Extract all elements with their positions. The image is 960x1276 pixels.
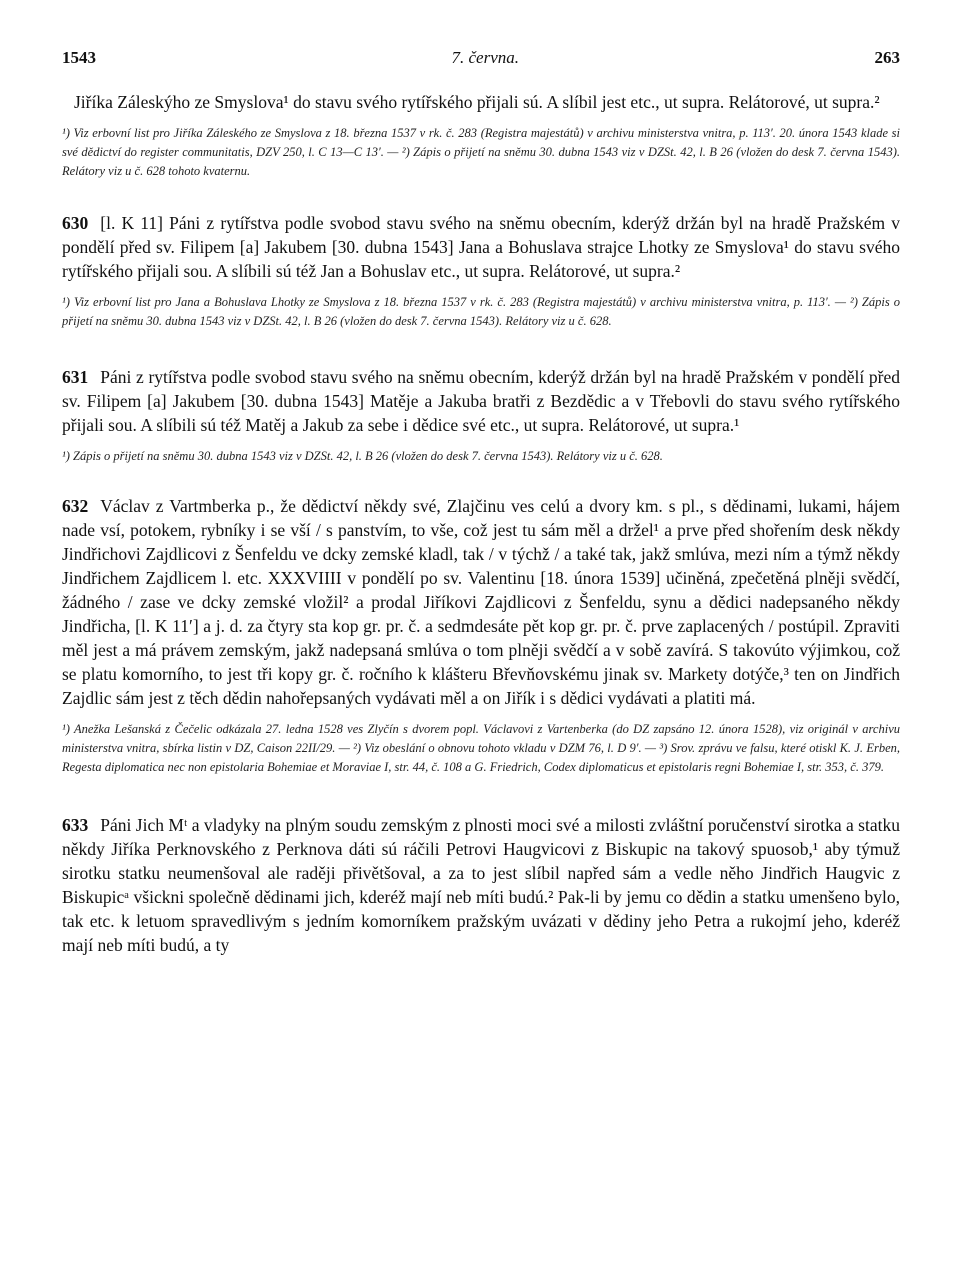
page-header <box>62 48 900 68</box>
header-date: 7. června. <box>451 48 519 67</box>
entry-text: Páni Jich Mᵗ a vladyky na plným soudu zemským z plnosti moci své a milosti zvláštní poručenství sirotka a statku někdy Jiříka Perknovského z Perknova dáti sú ráčili Petrovi Haugvicovi z Biskupic na takový spuosob,¹ aby týmuž sirotku statku neumenšoval ale raději přivětšoval, a za to jest slíbil napřed sám a vedle něho Jindřich Haugvic z Biskupicᵃ všickni společně dědinami jich, kderéž mají neb míti budú.² Pak-li by jemu co dědin a statku umenšeno bylo, tak etc. k letuom spravedlivým s jedním komorníkem pražským uvázati v dědiny jeho Petra a rukojmí jeho, kderéž mají neb míti budú, a ty <box>62 815 900 955</box>
entry-paragraph <box>62 90 900 114</box>
entry-paragraph <box>62 813 900 957</box>
entry-number: 630 <box>62 213 89 233</box>
entry-text: [l. K 11] Páni z rytířstva podle svobod stavu svého na sněmu obecním, kderýž držán byl na hradě Pražském v pondělí před sv. Filipem [a] Jakubem [30. dubna 1543] Jana a Bohuslava strajce Lhotky ze Smyslova¹ do stavu svého rytířského přijali sou. A slíbili sú též Jan a Bohuslav etc., ut supra. Relátorové, ut supra.² <box>62 213 900 281</box>
footnote: ¹) Viz erbovní list pro Jana a Bohuslava Lhotky ze Smyslova z 18. března 1537 v rk. č. 283 (Registra majestátů) v archivu ministerstva vnitra, p. 113′. — ²) Zápis o přijetí na sněmu 30. dubna 1543 viz v DZSt. 42, l. B 26 (vložen do desk 7. června 1543). Relátory viz u č. 628. <box>62 295 900 328</box>
entry-text: Páni z rytířstva podle svobod stavu svého na sněmu obecním, kderýž držán byl na hradě Pražském v pondělí před sv. Filipem [a] Jakubem [30. dubna 1543] Matěje a Jakuba bratři z Bezdědic a v Třebovli do stavu svého rytířského přijali sou. A slíbili sú též Matěj a Jakub za sebe i dědice své etc., ut supra. Relátorové, ut supra.¹ <box>62 367 900 435</box>
footnote: ¹) Zápis o přijetí na sněmu 30. dubna 1543 viz v DZSt. 42, l. B 26 (vložen do desk 7. června 1543). Relátory viz u č. 628. <box>62 449 663 463</box>
footnote: ¹) Viz erbovní list pro Jiříka Záleského ze Smyslova z 18. března 1537 v rk. č. 283 (Registra majestátů) v archivu ministerstva vnitra, p. 113′. 20. února 1543 klade si své dědictví do register communitatis, DZV 250, l. C 13—C 13′. — ²) Zápis o přijetí na sněmu 30. dubna 1543 viz v DZSt. 42, l. B 26 (vložen do desk 7. června 1543). Relátory viz u č. 628 tohoto kvaternu. <box>62 126 900 178</box>
entry-text: Jiříka Záleskýho ze Smyslova¹ do stavu svého rytířského přijali sú. A slíbil jest etc., ut supra. Relátorové, ut supra.² <box>74 92 880 112</box>
header-year: 1543 <box>62 48 96 67</box>
entry-number: 631 <box>62 367 89 387</box>
entry-number: 633 <box>62 815 89 835</box>
entry-paragraph <box>62 211 900 283</box>
entry-paragraph <box>62 365 900 437</box>
entry-number: 632 <box>62 496 89 516</box>
footnote: ¹) Anežka Lešanská z Čečelic odkázala 27. ledna 1528 ves Zlyčín s dvorem popl. Václavovi z Vartenberka (do DZ zapsáno 12. února 1528), viz originál v archivu ministerstva vnitra, sbírka listin v DZ, Caison 22II/29. — ²) Viz obeslání o obnovu tohoto vkladu v DZM 76, l. D 9′. — ³) Srov. zprávu ve falsu, které otiskl K. J. Erben, Regesta diplomatica nec non epistolaria Bohemiae et Moraviae I, str. 44, č. 108 a G. Friedrich, Codex diplomaticus et epistolaris regni Bohemiae I, str. 353, č. 379. <box>62 722 900 774</box>
entry-paragraph <box>62 494 900 710</box>
page-number: 263 <box>874 48 900 67</box>
entry-text: Václav z Vartmberka p., že dědictví někdy své, Zlajčinu ves celú a dvory km. s pl., s dědinami, lukami, hájem nade vsí, potokem, rybníky i se vší / s panstvím, to vše, což jest tu sám měl a držel¹ a prve před shořením desk někdy Jindřichovi Zajdlicovi z Šenfeldu ve dcky zemské kladl, tak / v týchž / a také tak, jakž smlúva, mezi ním a týmž někdy Jindřichem Zajdlicem l. etc. XXXVIIII v pondělí po sv. Valentinu [18. února 1539] učiněná, zpečetěná plněji svědčí, žádného / zase ve dcky zemské vložil² a prodal Jiříkovi Zajdlicovi z Šenfeldu, synu a dědici nadepsaného někdy Jindřicha, [l. K 11′] a j. d. za čtyry sta kop gr. pr. č. a sedmdesáte pět kop gr. pr. č. prve zaplacených / postúpil. Zpraviti měl jest a má právem zemským, jakž nadepsaná smlúva o tom plněji svědčí a v sobě zavírá. S takovúto výjimkou, což se platu komorního, to jest tři kopy gr. č. ročního k klášteru Břevňovskému jinak sv. Markety dotýče,³ ten on Jindřich Zajdlic sám jest z těch dědin nahořepsaných vydávati měl a on Jiřík i s dědici vydávati a platiti má. <box>62 496 900 708</box>
